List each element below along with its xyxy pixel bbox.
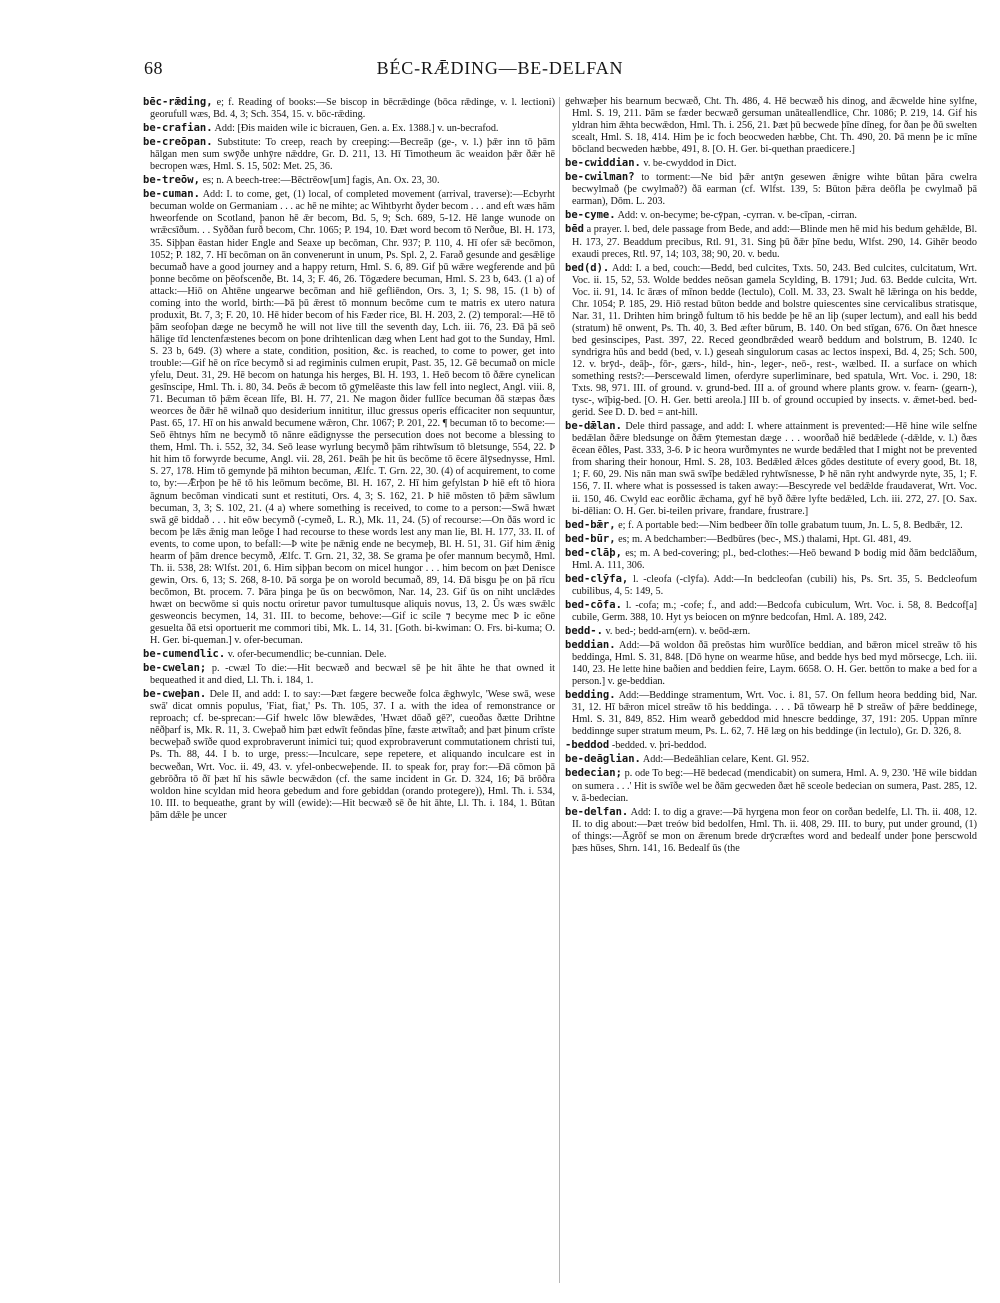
entry-text: Add: I. to dig a grave:—Þā hyrgena mon feor on corðan bedelfe, Ll. Th. ii. 408, 12. II. to dig about:—Þæt treów bid bedolfen, Hml. Th. ii. 408, 29. III. to bury, put under ground, (1) of things:—Āgrōf se mon on ǣrenum brede drȳcræftes word and bedealf under þone þerscwold þæs hūses, Shrn. 141, 16. Bedealf ūs (the — [572, 806, 977, 854]
entry-text: v. bed-; bedd-arn(ern). v. beōd-ærn. — [605, 625, 751, 637]
entry-text: e; f. A portable bed:—Nim bedbeer ðīn tolle grabatum tuum, Jn. L. 5, 8. Bedbǣr, 12. — [618, 519, 963, 531]
dictionary-entry — [565, 625, 977, 638]
headword: bedding. — [565, 689, 616, 702]
headword: be-cyme. — [565, 209, 616, 222]
headword: be-deāglian. — [565, 753, 641, 766]
entry-text: e; f. Reading of books:—Se biscop in bēcrǣdinge (bōca rǣdinge, v. l. lectioni) georufull wæs, Bd. 4, 3; Sch. 354, 15. v. bōc-rǣding. — [150, 97, 555, 121]
entry-text: gehwæþer his bearnum becwæð, Cht. Th. 486, 4. Hē becwæð his dinog, and ǣcwelde hine sylfne, Hml. S. 19, 211. Þām se fæder becwæð gersuman unāteallendlice, Chr. 1086; P. 219, 14. Gif his yldran him ǣhta becwǣdon, Hml. Th. i. 256, 21. Þæt þū becwede þīne dīneg, for ðan þe ðū swelten scealt, Hml. S. 18, 414. Him þe ic foch beocweden hæbbe, Cht. Th. 490, 20. Þā menn þe ic mīne bōcland becweden hæbbe, 491, 8. [O. H. Ger. bi-quethan praedicere.] — [565, 96, 977, 156]
entry-text: p. -cwæl To die:—Hit becwæð and becwæl sē þe hit āhte he that owned it bequeathed it and died, Ll. Th. i. 184, 1. — [150, 663, 555, 687]
dictionary-entry — [565, 157, 977, 170]
dictionary-entry — [565, 689, 977, 738]
dictionary-entry — [143, 136, 555, 173]
dictionary-entry — [143, 648, 555, 661]
dictionary-entry — [565, 639, 977, 688]
headword: bēd — [565, 223, 584, 236]
entry-text: Add: v. on-becyme; be-cȳpan, -cyrran. v. be-cīpan, -cirran. — [617, 210, 857, 222]
entry-text: es; m. A bedchamber:—Bedbūres (bec-, MS.) thalami, Hpt. Gl. 481, 49. — [618, 533, 912, 545]
headword: bēc-rǣding, — [143, 96, 213, 108]
left-column — [143, 96, 555, 1284]
headword: be-delfan. — [565, 805, 629, 818]
entry-text: Add: I. to come, get, (1) local, of completed movement (arrival, traverse):—Ecbyrht becuman wolde on Germaniam . . . ac hē ne mihte; ac Wihtbyrht ðyder becom . . . and eft wæs hām hweorfende on Scotland, þanon hē ǣr becom, Bd. 5, 9; Sch. 689, 5-12. Hē lange wunode on wrǣcsīðum. . . Syððan furð becom, Chr. 1065; P. 194, 10. Ðæt word becom tō Nerðue, Bl. H. 173, 35. Siþþan ēastan hider Engle and Seaxe up becōman, Chr. 937; P. 110, 4. Hī ofer sǣ becōmon, 1052; P. 182, 7. Hī becōman on ān convenerunt in unum, Ps. Spl. 2, 2. Farað gesunde and gesǣlige becumað have a good journey and a happy return, Hml. S. 6, 89. Gif þū wǣre wegferende and þū þonne becōme on þēofscenðe, Bt. 14, 3; F. 46, 26. Tōgædere becuman, Hml. S. 23 b, 643. (1 a) of attack:—Hiō on Ahtēne ungearwe becōman and hiē gefliēndon, Ors. 3, 1; S. 98, 15. (1 b) of coming into the world, birth:—Þā þū ǣrest tō monnum becōme cum te matris ex utero natura produxit, Bt. 7, 3; F. 20, 10. Hē hider becom of his Fæder rice, Bl. H. 203, 2. (2) temporal:—Hē tō þām seofoþan dæge ne becymð he will not live till the seventh day, Lch. iii. 76, 23. Ðā þā seō hālige tīd lenctenfæstenes becom on þone drihtenlican dæg when Lent had got to the Sunday, Hml. S. 23 b, 649. (3) where a state, condition, position, &c. is reached, to come to power, get into trouble:—Gif hē on rīce becymð si ad regiminis culmen erupit, Past. 35, 12. Gē becumað on micle yfelu, Deut. 31, 29. Hē becom on hatunga his herges, Bl. H. 193, 1. Heō becom tō ðǣre cynelican gesīnscipe, Hml. Th. i. 80, 34. Þeōs ǣ becom tō gȳmelēaste this law fell into neglect, Angl. viii. 8, 71. Becuman tō þǣm ēcean līfe, Bl. H. 77, 21. Ne magon ðider fullīce becuman ðā stæpas ðæs weorces ðe ðǣr hē wilnað quo desiderium innititur, illuc gressus operis efficaciter non sequuntur, Past. 65, 17. Hī on his anwald becumene wǣron, Chr. 1067; P. 201, 22. ¶ becuman tō to become:—Seō ēhtnys hīm ne becymð tō nānre eādignysse the persecution does not become a blessing to them, Hml. Th. i. 552, 32, 34. Seō lease wyrlung becymð þām rihtwīsum tō bletsunge, 554, 22. Þ hit him tō forwyrde becume, Angl. vii. 28, 261. Þeāh þe hit ūs becōme tō ēcere ālȳsednysse, Hml. S. 27, 178. Him tō gemynde þā mihton becuman, Ælfc. T. Grn. 22, 30. (4) of acquirement, to come to, by:—Ǣrþon þe hē tō his leōmum becōme, Bl. H. 167, 2. Hī him gefylstan Þ hiē eft tō hiora āgnum becōman vindicati sunt et restituti, Ors. 4, 3; S. 162, 21. Þ hiē mōsten tō þǣm sāwlum becuman, 3, 3; S. 102, 21. (4 a) where something is received, to come to a person:—Swā hwæt swā gē biddað . . . hit eōw becymð (-cymeð, L. R.), Mk. 11, 24. (5) of recourse:—On ðās word ic becom þe lǣs ǣnig man leōge I had recourse to these words lest any man lie, Bl. H. 177, 33. II. of events, to come upon, to befall:—Þ wite þe nǣnig ende ne becymeþ, Bl. H. 51, 31. Gif him ǣnig hearm of þām drence becymð, Ælfc. T. Grn. 21, 32, 38. Se grama þe ofer mannum becymð, Hml. Th. ii. 538, 28: Wlfst. 201, 6. Him siþþan becom on micel hungor . . . him becom on þæt Denisce gewin, Ors. 6, 13; S. 268, 8-10. Þā sorga þe on worold becumað, 89, 14. Ðā bisgu þe on þā rīcu becōmon, Bt. procem. 7. Þāra þinga þe ūs on becwōmon, Nar. 14, 23. Gif ūs on niht unclǣdes hwæt on becwōme si quis noctu oriretur pavor tumultusque aliquis novus, 13, 2. Ūs wæs swǣlc gesweoncis becymen, 14, 31. III. to become, behove:—Gif ic scile ⁊ becyme mec Þ ic eōne gesuelta ðā etsi oportuerit me commori tibi, Mk. L. 14, 31. [Goth. bi-kwiman: O. Frs. bi-kuma; O. H. Ger. bi-queman.] v. ofer-becuman. — [150, 189, 555, 647]
dictionary-entry — [565, 599, 977, 624]
dictionary-entry — [565, 806, 977, 855]
entry-text: p. ode To beg:—Hē bedecad (mendicabit) on sumera, Hml. A. 9, 230. 'Hē wile biddan on sumera . . .' Hit is swīðe wel be ðām gecweden ðæt hē sceole bedecian on sumera, Past. 285, 12. v. ā-bedecian. — [572, 768, 977, 804]
headword: be-cwilman? — [565, 171, 635, 184]
entry-text: Add:—Bedeāhlian celare, Kent. Gl. 952. — [642, 754, 810, 766]
headword: bed-bǣr, — [565, 518, 616, 531]
entry-text: es; m. A bed-covering; pl., bed-clothes:—Heō bewand Þ bodig mid ðām bedclāðum, Hml. A. 111, 306. — [572, 547, 977, 571]
dictionary-entry — [565, 262, 977, 420]
dictionary-entry — [565, 171, 977, 208]
entry-text: l. -cofa; m.; -cofe; f., and add:—Bedcofa cubiculum, Wrt. Voc. i. 58, 8. Bedcof[a] cubile, Germ. 388, 10. Hyt ys beiocen on mȳnre bedcofan, Hml. A. 189, 242. — [572, 599, 977, 623]
entry-text: a prayer. l. bed, dele passage from Bede, and add:—Blinde men hē mid his bedum gehǣlde, Bl. H. 173, 27. Beaddum precibus, Rtl. 91, 31. Sing þū ðǣr þīne bedu, Wlfst. 290, 14. Gihēr beodo exaudi preces, Rtl. 97, 14; 103, 38; 90, 20. v. bedu. — [572, 224, 977, 260]
headword: -beddod — [565, 739, 610, 752]
headword: be-cwelan; — [143, 662, 207, 675]
dictionary-entry — [143, 174, 555, 187]
headword: be-treōw, — [143, 174, 200, 187]
entry-text: Dele II, and add: I. to say:—Þæt fægere becweðe folca ǣghwylc, 'Wese swā, wese swā' dicat omnis populus, 'Fiat, fiat,' Ps. Th. 105, 37. I a. with the idea of remonstrance or reproach; cf. be-sprecan:—Gif hwelc lōw blewǣdes, 'Hwæt dōað gē?', cueoðas ðætte Drihtne nēðþarf is, Mk. R. 11, 3. Cweþað him þæt edwīt feōndas þīne, fæste ætwītað; and þæt þinum crīste becweþað swīðe quod exprobraverunt inimici tui; quod exprobraverunt commutationem christi tui, Ps. Th. 88, 44. I b. to urge, press:—Inculcare, sepe repetere, et aliquando inculcare est in becweðan, Wrt. Voc. ii. 49, 43. v. yfel-onbecweþende. II. to speak for, pray for:—Ðā cōmon þā gebrōðra tō ðī þæt hī his sāwle becwǣdon (cf. the same incident in Gr. D. 324, 16; Þā brōðra woldon hine scyldan mid heora gebedum and fore gebiddan (orando protegere)), Hml. Th. i. 534, 10. III. to bequeathe, grant by will (ewide):—Hit becwæð sē ðe hit āhte, Ll. Th. i. 184, 1. Būtan þām dǣle þe uncer — [150, 689, 555, 821]
headword: bed-clāþ, — [565, 546, 622, 559]
entry-text: Add: I. a bed, couch:—Bedd, bed culcites, Txts. 50, 243. Bed culcites, culcitatum, Wrt. Voc. ii. 15, 52, 53. Wolde beddes neōsan gamela Scylding, B. 1791; Jud. 63. Bedde culcita, Wrt. Voc. ii. 91, 14. Ic āræs of mīnon bedde (lectulo), Coll. M. 33, 23. Swalt hē lǣringa on his bedde, Chr. 1054; P. 185, 29. Hiō restad būton bedde and bolstre quiescentes sine cervicalibus stratisque, Nar. 31, 11. Drihten him bringð fultum tō his bedde þe hē an liþ (super lectum), and eall his bedd (stratum) hē onwent, Ps. Th. 40, 3. Bed æfter būrum, B. 140. On bed stīgan, 676. On ðæt hnesce bed gesinscipes, Past. 397, 22. Reced geondbrǣded wearð beddum and bolstrum, B. 1240. Ic syndrigra hūs and bedd (bed, v. l.) geseah singulorum casas ac lectos inspexi, Bd. 4, 25; Sch. 500, 12. v. brȳd-, deāþ-, fōr-, gærs-, hild-, hin-, leger-, neō-, rest-, wælbed. II. a surface on which something rests?:—Þerscewald limen, oferdyre superliminare, bed spatula, Wrt. Voc. i. 290, 18: Txts. 98, 971. III. of ground. v. grund-bed. III a. of ground where plants grow. v. fearn- (gearn-), tysc-, wīþig-bed. [O. H. Ger. betti areola.] III b. of ground occupied by insects. v. ǣmet-bed. bed-gerid. See D. D. bed = ant-hill. — [572, 262, 977, 419]
entry-text: es; n. A beech-tree:—Bēctrēow[um] fagis, An. Ox. 23, 30. — [202, 175, 440, 187]
dictionary-entry — [565, 96, 977, 156]
dictionary-entry — [143, 662, 555, 687]
entry-text: Add:—Þā woldon ðā preōstas him wurðlīce beddian, and bǣron micel streāw tō his beddinga, Hml. S. 31, 848. [Dō hyne on wearme hūse, and bedde hys bed myd mōrsecge, Lch. iii. 140, 23. He lette hine baðien and beddien feire, Laym. 6658. O. H. Ger. bettōn to make a bed for a person.] v. ge-beddian. — [572, 640, 977, 688]
headword: be-cuman. — [143, 188, 200, 201]
dictionary-entry — [143, 688, 555, 822]
headword: be-cwiddian. — [565, 157, 641, 170]
dictionary-entry — [565, 739, 977, 752]
dictionary-entry — [565, 209, 977, 222]
dictionary-entry — [565, 547, 977, 572]
headword: bedd-. — [565, 624, 603, 637]
entry-text: l. -cleofa (-clȳfa). Add:—In bedcleofan (cubili) his, Ps. Srt. 35, 5. Bedcleofum cubilibus, 4, 5: 149, 5. — [572, 573, 977, 597]
entry-text: Substitute: To creep, reach by creeping:—Becreāp (ge-, v. l.) þǣr inn tō þām hālgan men sum swȳðe unhȳre nǣddre, Gr. D. 211, 13. Hī Timotheum āc weaidon þǣr ðǣr hē becropen wæs, Hml. S. 15, 502: Met. 25, 36. — [150, 137, 555, 173]
dictionary-entry — [565, 519, 977, 532]
entry-text: -bedded. v. þri-beddod. — [611, 740, 707, 752]
dictionary-entry — [143, 122, 555, 135]
headword: bed(d). — [565, 261, 610, 274]
entry-text: to torment:—Ne bid þǣr antȳn gesewen ǣnigre wihte būtan þāra cwelra becwylmað (þe cwylmað?) ðā earman (cf. Wlfst. 139, 5: Būton þǣra deōfla þe cwylmað þā earman), Dōm. L. 203. — [572, 172, 977, 208]
headword: be-cweþan. — [143, 688, 207, 701]
headword: be-crafian. — [143, 122, 213, 135]
headword: bed-clȳfa, — [565, 572, 629, 585]
entry-text: v. ofer-becumendlic; be-cunnian. Dele. — [227, 649, 387, 661]
running-head: BÉC-RǢDING—BE-DELFAN — [376, 58, 624, 78]
column-divider — [559, 97, 560, 1283]
headword: bed-cōfa. — [565, 598, 622, 611]
dictionary-entry — [143, 96, 555, 121]
dictionary-entry — [565, 420, 977, 517]
entry-text: Add:—Beddinge stramentum, Wrt. Voc. i. 81, 57. On fellum heora bedding bid, Nar. 31, 12. Hī bǣron micel streāw tō his beddinga. . . . Þā tōwearp hē Þ streāw of þǣre beddinege, Hml. S. 31, 849, 852. Him wearð gebeddod mid hnescre beddinge, 37, 191: 205. Uppan mīnre beddinnge super stratum meum, Ps. L. 62, 7. Hē læg on his beddinge (in lectulo), Gr. D. 326, 8. — [572, 690, 977, 738]
headword: be-dǣlan. — [565, 420, 622, 433]
headword: bedecian; — [565, 767, 622, 780]
right-column — [565, 96, 977, 1284]
headword: be-cumendlic. — [143, 648, 226, 661]
dictionary-entry — [565, 767, 977, 804]
dictionary-entry — [565, 753, 977, 766]
headword: bed-būr, — [565, 532, 616, 545]
dictionary-entry — [565, 223, 977, 260]
dictionary-entry — [565, 533, 977, 546]
dictionary-entry — [565, 573, 977, 598]
entry-text: v. be-cwyddod in Dict. — [643, 158, 737, 170]
headword: beddian. — [565, 639, 616, 652]
entry-text: Dele third passage, and add: I. where attainment is prevented:—Hē hine wile selfne bedǣlan ðǣre bledsunge on ðǣm ȳtemestan dæge . . . woorðað hiē bedǣlede (-dǣlde, v. l.) ðæs ēcean ēðles, Past. 333, 3-6. Þ ic heora wurðmyntes ne wurde bedǣled that I might not be prevented from sharing their honour, Hml. S. 28, 103. Bedǣled ǣlces gōdes destitute of every good, Bt. 18, 1; F. 60, 29. Nis nān man swā swīþe bedǣled ryhtwīsnesse, Þ hē nān ryht andwyrde nyte, 35, 1; F. 156, 7. II. where what is possessed is taken away:—Bescyrede vel bedǣlde fraudaverat, Wrt. Voc. ii. 150, 46. Cwyld eac eorðlic ǣchama, gyf hē byð ðǣre lyfte bedǣled, Lch. iii. 272, 27. [O. Sax. bi-dēlian: O. H. Ger. bi-teilen privare, frandare, frustrare.] — [572, 421, 977, 517]
entry-text: Add: [Ðis maiden wile ic bicrauen, Gen. a. Ex. 1388.] v. un-becrafod. — [214, 123, 499, 135]
page-number: 68 — [144, 58, 163, 78]
dictionary-entry — [143, 188, 555, 647]
headword: be-creōpan. — [143, 136, 213, 149]
